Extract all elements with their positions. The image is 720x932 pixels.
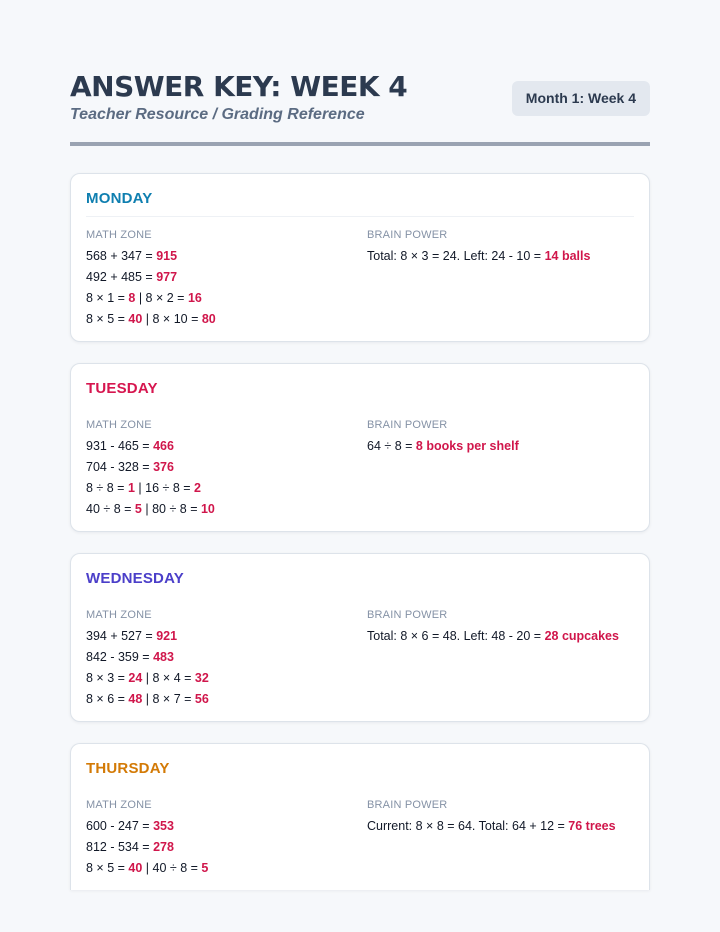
problem-text: 492 + 485 =: [86, 270, 157, 284]
answer-value: 483: [153, 650, 174, 664]
answer-value: 1: [127, 481, 135, 495]
math-zone-label: MATH ZONE: [86, 609, 152, 621]
day-title: WEDNESDAY: [86, 570, 184, 587]
problem-text: 8 × 6 =: [86, 692, 129, 706]
answer-value: 977: [156, 270, 178, 284]
answer-line: [86, 267, 216, 288]
problem-text: | 80 ÷ 8 =: [141, 502, 201, 516]
problem-text: 600 - 247 =: [86, 819, 154, 833]
answer-value: 8 books per shelf: [415, 439, 519, 453]
answer-line: [86, 288, 216, 309]
answer-value: 16: [187, 291, 202, 305]
answer-value: 921: [156, 629, 178, 643]
answer-line: [86, 246, 216, 267]
problem-text: Total: 8 × 6 = 48. Left: 48 - 20 =: [367, 629, 545, 643]
problem-text: | 40 ÷ 8 =: [142, 861, 202, 875]
answer-line: [86, 858, 208, 879]
brain-power-label: BRAIN POWER: [367, 609, 448, 621]
answer-value: 2: [194, 481, 201, 495]
problem-text: 8 × 3 =: [86, 671, 129, 685]
answer-value: 80: [201, 312, 216, 326]
answer-line: [86, 499, 215, 520]
answer-line: [86, 668, 209, 689]
problem-text: 812 - 534 =: [86, 840, 154, 854]
problem-text: 931 - 465 =: [86, 439, 154, 453]
page-subtitle: Teacher Resource / Grading Reference: [70, 106, 365, 123]
problem-text: 8 × 1 =: [86, 291, 129, 305]
math-zone-lines: [86, 626, 209, 710]
brain-power-lines: [367, 626, 619, 647]
answer-line: [86, 689, 209, 710]
problem-text: 704 - 328 =: [86, 460, 154, 474]
answer-line: [86, 436, 215, 457]
brain-power-label: BRAIN POWER: [367, 799, 448, 811]
day-title: MONDAY: [86, 190, 153, 207]
day-card-thursday: [70, 743, 650, 890]
math-zone-lines: [86, 816, 208, 879]
problem-text: 64 ÷ 8 =: [367, 439, 416, 453]
problem-text: 8 × 5 =: [86, 861, 129, 875]
answer-value: 8: [128, 291, 136, 305]
math-zone-lines: [86, 246, 216, 330]
answer-value: 353: [153, 819, 174, 833]
answer-value: 32: [194, 671, 209, 685]
answer-line: [86, 647, 209, 668]
brain-power-lines: [367, 436, 519, 457]
problem-text: | 8 × 10 =: [142, 312, 202, 326]
brain-power-lines: [367, 246, 590, 267]
answer-value: 76 trees: [568, 819, 616, 833]
problem-text: 394 + 527 =: [86, 629, 157, 643]
problem-text: 8 × 5 =: [86, 312, 129, 326]
page-title: ANSWER KEY: WEEK 4: [70, 70, 408, 103]
page-header: [70, 70, 650, 146]
answer-line: [367, 246, 590, 267]
answer-line: [367, 626, 619, 647]
answer-line: [86, 309, 216, 330]
answer-line: [86, 478, 215, 499]
problem-text: | 8 × 2 =: [135, 291, 188, 305]
problem-text: | 16 ÷ 8 =: [134, 481, 195, 495]
problem-text: 8 ÷ 8 =: [86, 481, 128, 495]
problem-text: 568 + 347 =: [86, 249, 157, 263]
problem-text: 40 ÷ 8 =: [86, 502, 135, 516]
answer-value: 48: [128, 692, 143, 706]
answer-line: [86, 837, 208, 858]
answer-value: 24: [128, 671, 143, 685]
day-card-tuesday: [70, 363, 650, 532]
answer-value: 28 cupcakes: [544, 629, 619, 643]
math-zone-label: MATH ZONE: [86, 799, 152, 811]
answer-value: 915: [156, 249, 178, 263]
card-divider: [86, 216, 634, 217]
day-card-wednesday: [70, 553, 650, 722]
answer-line: [86, 457, 215, 478]
answer-value: 5: [134, 502, 142, 516]
answer-value: 14 balls: [544, 249, 591, 263]
problem-text: Total: 8 × 3 = 24. Left: 24 - 10 =: [367, 249, 545, 263]
answer-value: 10: [200, 502, 215, 516]
brain-power-label: BRAIN POWER: [367, 419, 448, 431]
problem-text: | 8 × 4 =: [142, 671, 195, 685]
math-zone-label: MATH ZONE: [86, 229, 152, 241]
day-card-monday: [70, 173, 650, 342]
answer-line: [86, 816, 208, 837]
answer-line: [367, 436, 519, 457]
problem-text: Current: 8 × 8 = 64. Total: 64 + 12 =: [367, 819, 569, 833]
answer-value: 376: [153, 460, 174, 474]
answer-value: 40: [128, 312, 143, 326]
answer-value: 5: [201, 861, 209, 875]
brain-power-label: BRAIN POWER: [367, 229, 448, 241]
problem-text: 842 - 359 =: [86, 650, 154, 664]
answer-value: 278: [153, 840, 174, 854]
week-badge: Month 1: Week 4: [512, 81, 650, 116]
math-zone-lines: [86, 436, 215, 520]
day-title: TUESDAY: [86, 380, 158, 397]
math-zone-label: MATH ZONE: [86, 419, 152, 431]
problem-text: | 8 × 7 =: [142, 692, 195, 706]
answer-value: 466: [153, 439, 174, 453]
answer-line: [86, 626, 209, 647]
answer-line: [367, 816, 616, 837]
brain-power-lines: [367, 816, 616, 837]
answer-value: 40: [128, 861, 143, 875]
answer-value: 56: [194, 692, 209, 706]
day-title: THURSDAY: [86, 760, 170, 777]
